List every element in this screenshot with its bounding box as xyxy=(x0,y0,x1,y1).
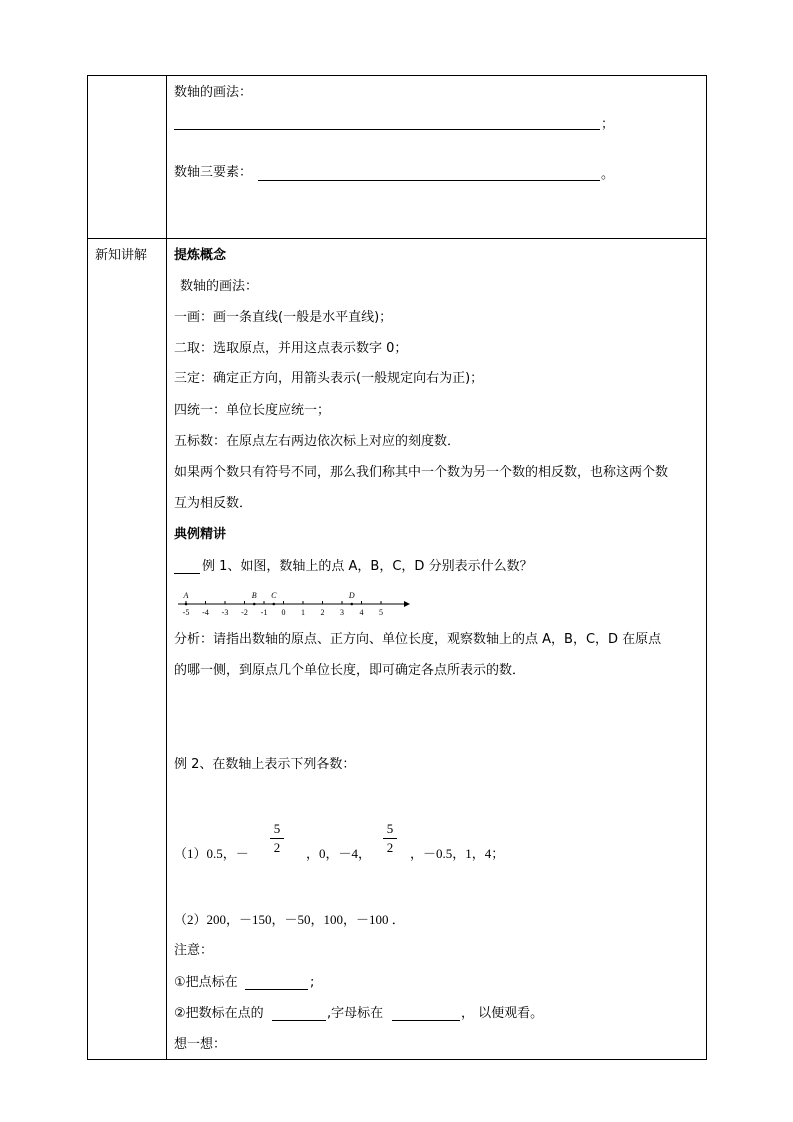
fraction-five-halves xyxy=(383,822,397,855)
examples-heading: 典例精讲 xyxy=(174,527,227,542)
number-line-figure xyxy=(172,590,412,620)
number-line-tick-label: 1 xyxy=(301,608,305,617)
note-label: 注意： xyxy=(174,943,214,958)
three-elements-label: 数轴三要素： xyxy=(174,165,253,180)
draw-method-blank xyxy=(174,129,600,130)
concept-step: 三定：确定正方向，用箭头表示(一般规定向右为正)； xyxy=(174,371,484,386)
period-mark: 。 xyxy=(601,167,615,182)
number-line-tick-label: -4 xyxy=(202,608,209,617)
number-line-tick-label: 0 xyxy=(281,608,286,617)
number-line-point xyxy=(253,603,256,606)
number-line-tick-label: 5 xyxy=(379,608,383,617)
table-border-top xyxy=(87,75,707,76)
concept-sub: 数轴的画法： xyxy=(180,279,259,294)
table-column-divider xyxy=(166,75,167,1060)
fraction-five-halves xyxy=(270,822,284,855)
draw-method-label: 数轴的画法： xyxy=(174,85,253,100)
note2-blank-2 xyxy=(392,1020,460,1021)
note2-text-end: ， 以便观看。 xyxy=(461,1006,544,1021)
list1-part-b: ，0，－4， xyxy=(306,846,372,861)
number-line-point xyxy=(185,603,188,606)
example1-blank xyxy=(174,573,200,574)
number-line-tick-label: -2 xyxy=(241,608,248,617)
number-line-point-label: C xyxy=(271,591,277,600)
list1-part-a: （1）0.5，－ xyxy=(174,846,249,861)
fraction-denominator: 2 xyxy=(386,840,394,855)
number-line-point-label: D xyxy=(348,591,355,600)
number-line-tick-label: 3 xyxy=(340,608,344,617)
number-line-tick-label: -5 xyxy=(182,608,190,617)
example1-text: 例 1、如图，数轴上的点 A，B，C，D 分别表示什么数？ xyxy=(202,559,533,574)
analysis-line2: 的哪一侧，到原点几个单位长度，即可确定各点所表示的数． xyxy=(174,663,526,678)
opposite-definition-line1: 如果两个数只有符号不同，那么我们称其中一个数为另一个数的相反数，也称这两个数 xyxy=(174,465,669,480)
note2-blank-1 xyxy=(272,1020,326,1021)
note1-end: ; xyxy=(310,975,315,990)
fraction-bar xyxy=(383,838,397,839)
fraction-bar xyxy=(270,838,284,839)
concept-step: 一画：画一条直线(一般是水平直线)； xyxy=(174,310,393,325)
list1-part-c: ，－0.5，1，4； xyxy=(410,846,505,861)
number-line-tick-label: 2 xyxy=(320,608,325,617)
number-line-tick-label: -1 xyxy=(260,608,268,617)
list2-text: （2）200，－150，－50，100，－100 ． xyxy=(174,912,405,927)
three-elements-blank xyxy=(258,180,600,181)
fraction-numerator: 5 xyxy=(273,821,281,836)
concept-heading: 提炼概念 xyxy=(174,248,227,263)
number-line-arrow xyxy=(404,601,410,607)
number-line-point-label: A xyxy=(183,591,189,600)
number-line-point-label: B xyxy=(251,591,257,600)
fraction-denominator: 2 xyxy=(273,840,281,855)
analysis-line1: 分析：请指出数轴的原点、正方向、单位长度，观察数轴上的点 A，B，C，D 在原点 xyxy=(174,632,662,647)
semicolon: ； xyxy=(601,117,615,132)
concept-step: 二取：选取原点，并用这点表示数字 0； xyxy=(174,341,408,356)
number-line-point xyxy=(350,603,353,606)
number-line-tick-label: 4 xyxy=(359,608,364,617)
note1-text: ①把点标在 xyxy=(174,975,238,990)
number-line-point xyxy=(272,603,275,606)
note2-text-mid: ,字母标在 xyxy=(327,1006,384,1021)
note2-text: ②把数标在点的 xyxy=(174,1006,264,1021)
note1-blank xyxy=(245,989,308,990)
example2-text: 例 2、在数轴上表示下列各数： xyxy=(174,757,356,772)
think-prompt: 想一想： xyxy=(174,1037,227,1052)
table-row-divider xyxy=(87,238,707,239)
section-label-new-knowledge: 新知讲解 xyxy=(95,248,148,263)
table-border-bottom xyxy=(87,1059,707,1060)
number-line-tick-label: -3 xyxy=(221,608,229,617)
table-border-right xyxy=(706,75,707,1060)
fraction-numerator: 5 xyxy=(386,821,394,836)
concept-step: 五标数：在原点左右两边依次标上对应的刻度数． xyxy=(174,434,461,449)
opposite-definition-line2: 互为相反数． xyxy=(174,496,253,511)
table-border-left xyxy=(87,75,88,1060)
concept-step: 四统一：单位长度应统一； xyxy=(174,403,331,418)
